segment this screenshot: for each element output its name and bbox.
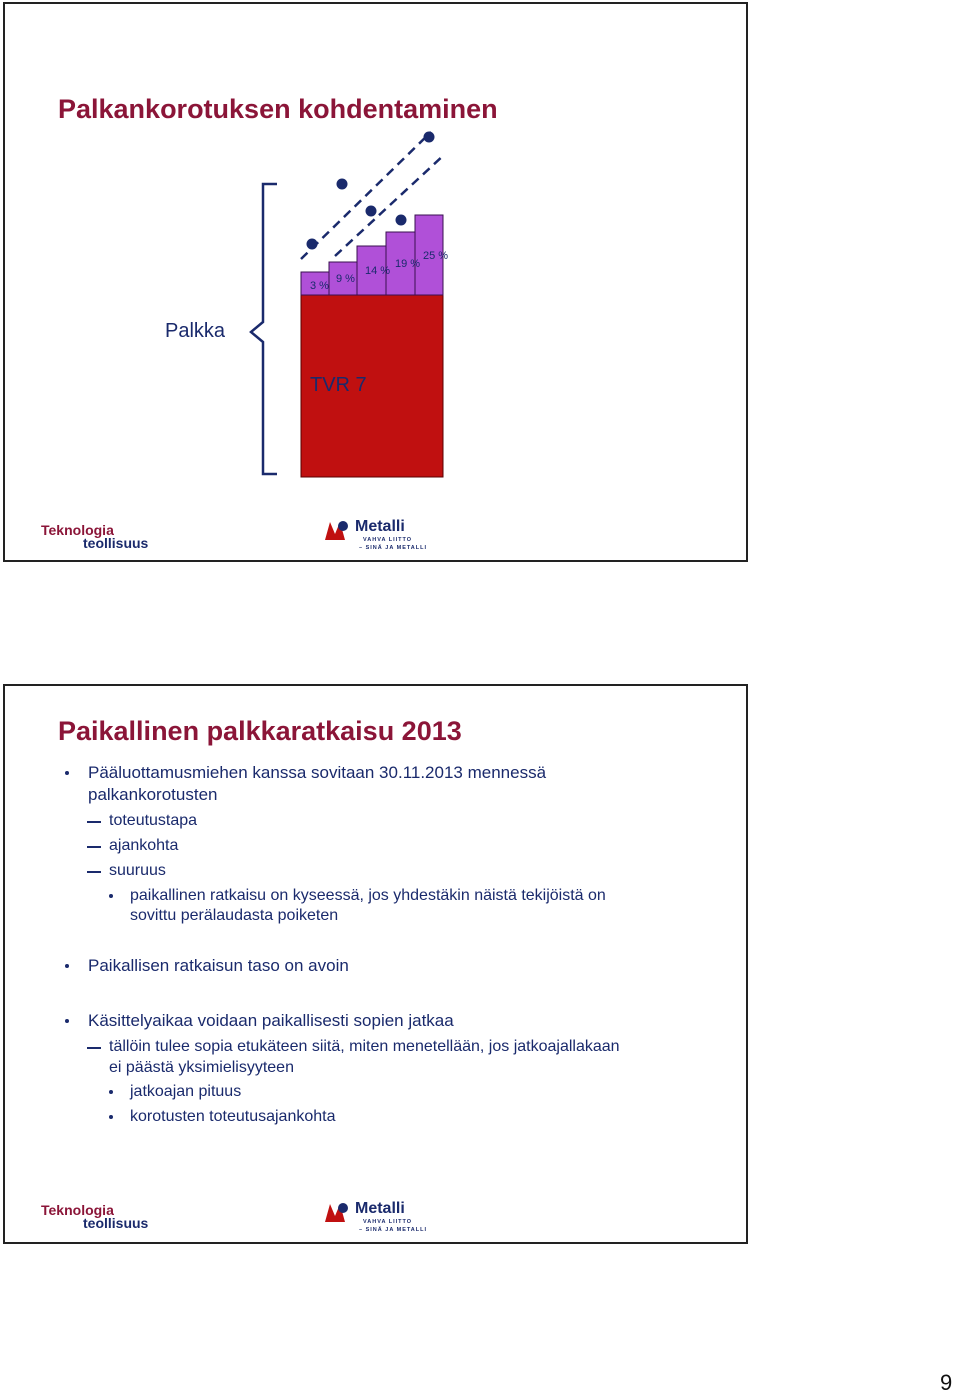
logo-text: teollisuus — [83, 1215, 149, 1231]
slide-title: Palkankorotuksen kohdentaminen — [58, 94, 498, 124]
dash-marker — [87, 821, 101, 823]
salary-bracket — [251, 184, 277, 474]
list-item: korotusten toteutusajankohta — [130, 1108, 336, 1125]
list-item: Paikallisen ratkaisun taso on avoin — [88, 956, 349, 975]
increment-label: 9 % — [336, 273, 355, 285]
list-item: tällöin tulee sopia etukäteen siitä, miten menetellään, jos jatkoajallakaan — [109, 1038, 620, 1055]
metalli-mark-icon — [323, 1200, 351, 1224]
bullet-marker — [65, 964, 69, 968]
logo-text: VAHVA LIITTO — [363, 1219, 413, 1225]
logo-text: teollisuus — [83, 535, 149, 551]
list-item: ajankohta — [109, 837, 179, 854]
logo-text: Teknologia — [41, 1202, 114, 1218]
list-item: sovittu perälaudasta poiketen — [130, 907, 339, 924]
list-item: paikallinen ratkaisu on kyseessä, jos yhdestäkin näistä tekijöistä on — [130, 887, 606, 904]
trend-dot — [396, 215, 407, 226]
salary-label: Palkka — [165, 320, 226, 342]
bullet-marker — [109, 1090, 113, 1094]
logo-text: VAHVA LIITTO — [363, 537, 413, 543]
dash-marker — [87, 846, 101, 848]
trend-dot — [337, 179, 348, 190]
list-item: ei päästä yksimielisyyteen — [109, 1059, 294, 1076]
trend-dot — [366, 206, 377, 217]
list-item: suuruus — [109, 862, 166, 879]
teknologiateollisuus-logo — [41, 1204, 148, 1230]
list-item: palkankorotusten — [88, 785, 218, 804]
base-level-label: TVR 7 — [310, 374, 367, 396]
slide-local-pay-settlement — [3, 684, 748, 1244]
dash-marker — [87, 871, 101, 873]
trend-dot — [307, 239, 318, 250]
metalli-mark-icon — [323, 518, 351, 542]
increment-label: 14 % — [365, 265, 391, 277]
logo-text: Metalli — [355, 1200, 405, 1217]
bullet-marker — [109, 1115, 113, 1119]
logo-text: Metalli — [355, 518, 405, 535]
trend-dot — [424, 132, 435, 143]
list-item: Pääluottamusmiehen kanssa sovitaan 30.11.2013 mennessä — [88, 763, 547, 782]
bullet-marker — [65, 1019, 69, 1023]
teknologiateollisuus-logo — [41, 524, 148, 550]
logo-text: – SINÄ JA METALLI — [359, 1227, 428, 1233]
slide-title: Paikallinen palkkaratkaisu 2013 — [58, 716, 462, 746]
salary-increase-diagram — [5, 4, 750, 564]
slide-salary-allocation — [3, 2, 748, 562]
list-item: toteutustapa — [109, 812, 198, 829]
list-item: jatkoajan pituus — [130, 1083, 242, 1100]
increment-label: 19 % — [395, 258, 421, 270]
bullet-marker — [109, 894, 113, 898]
increment-label: 25 % — [423, 250, 449, 262]
page-number: 9 — [940, 1370, 953, 1395]
logo-text: – SINÄ JA METALLI — [359, 545, 428, 551]
dash-marker — [87, 1047, 101, 1049]
bullet-marker — [65, 771, 69, 775]
list-item: Käsittelyaikaa voidaan paikallisesti sopien jatkaa — [88, 1011, 454, 1030]
logo-text: Teknologia — [41, 522, 114, 538]
increment-label: 3 % — [310, 280, 329, 292]
